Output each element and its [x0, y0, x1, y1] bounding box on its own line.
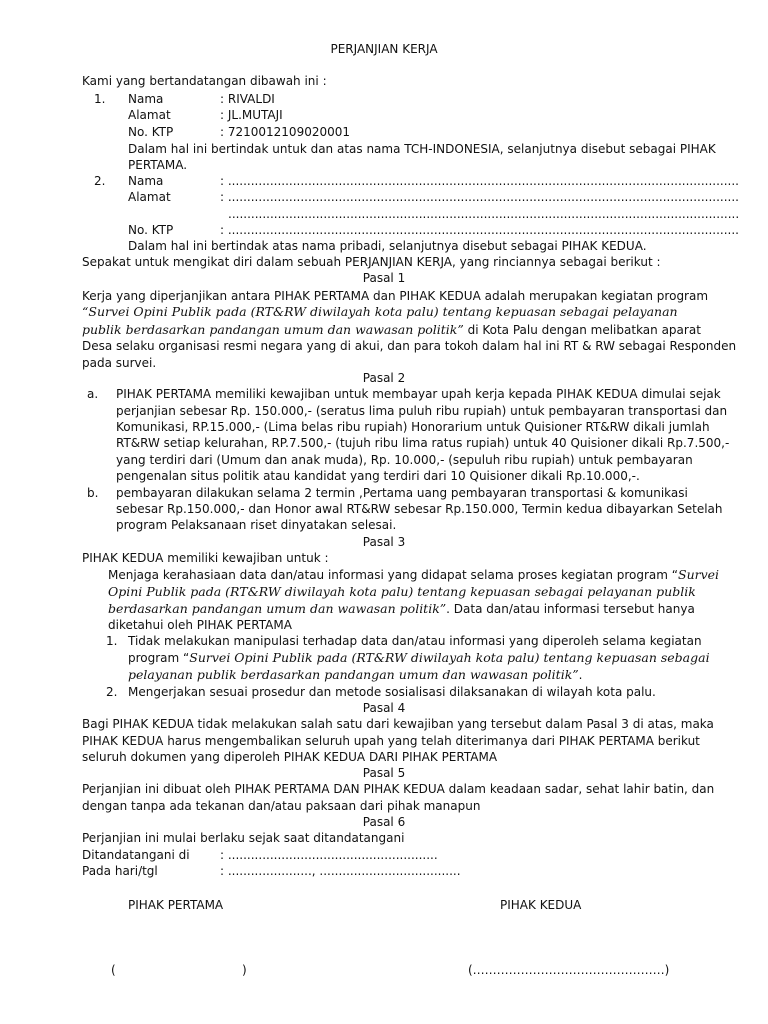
pasal-6-heading: Pasal 6: [362, 815, 406, 829]
pasal-4-line: Bagi PIHAK KEDUA tidak melakukan salah satu dari kewajiban yang tersebut dalam Pasal 3 di atas, maka: [82, 717, 714, 731]
pasal-3-italic-text: berdasarkan pandangan umum dan wawasan politik”: [108, 601, 447, 616]
pasal-5-heading: Pasal 5: [362, 766, 406, 780]
signing-date-label: Pada hari/tgl: [82, 864, 158, 878]
party-one-name-value: : RIVALDI: [220, 92, 275, 106]
party-one-ktp-value: : 7210012109020001: [220, 125, 351, 139]
party-one-name-label: Nama: [128, 92, 164, 106]
pasal-2-item-b-line: pembayaran dilakukan selama 2 termin ,Pertama uang pembayaran transportasi & komunikasi: [116, 486, 688, 500]
intro-text: Kami yang bertandatangan dibawah ini :: [82, 74, 327, 88]
party-one-ktp-label: No. KTP: [128, 125, 174, 139]
party-one-signature-open: (: [111, 963, 116, 977]
party-two-address-value-line2: ......................................................................................................................................: [228, 207, 740, 221]
pasal-2-item-a-line: RT&RW setiap kelurahan, RP.7.500,- (tujuh ribu lima ratus rupiah) untuk 40 Quisioner dikali Rp.7.500,-: [116, 436, 730, 450]
agreement-intro: Sepakat untuk mengikat diri dalam sebuah PERJANJIAN KERJA, yang rinciannya sebagai berikut :: [82, 255, 661, 269]
pasal-3-paragraph-line: [108, 567, 719, 583]
pasal-3-paragraph-line: Opini Publik pada (RT&RW diwilayah kota palu) tentang kepuasan sebagai pelayanan publik: [108, 584, 696, 599]
pasal-3-plain-text: .: [578, 668, 583, 682]
pasal-3-italic-text: Survei Opini Publik pada (RT&RW diwilayah kota palu) tentang kepuasan sebagai: [189, 650, 710, 665]
party-two-name-value: : ......................................................................................................................................: [220, 174, 739, 188]
party-one-signature-label: PIHAK PERTAMA: [128, 898, 224, 912]
pasal-1-line: Desa selaku organisasi resmi negara yang di akui, dan para tokoh dalam hal ini RT & RW sebagai Responden: [82, 339, 737, 353]
pasal-1-line: [82, 322, 701, 338]
pasal-3-item-1-number: 1.: [106, 634, 118, 648]
pasal-3-item-1-line: [128, 667, 583, 683]
party-one-address-value: : JL.MUTAJI: [220, 108, 283, 122]
pasal-1-heading: Pasal 1: [362, 271, 406, 285]
pasal-2-item-a-marker: a.: [87, 387, 99, 401]
pasal-3-item-1-line: Tidak melakukan manipulasi terhadap data dan/atau informasi yang diperoleh selama kegiatan: [128, 634, 702, 648]
party-one-number: 1.: [94, 92, 106, 106]
pasal-3-plain-text: . Data dan/atau informasi tersebut hanya: [446, 602, 695, 616]
party-one-description-cont: PERTAMA.: [128, 158, 188, 172]
pasal-1-line: pada survei.: [82, 356, 157, 370]
pasal-3-plain-text: program “: [128, 651, 190, 665]
pasal-2-item-b-line: sebesar Rp.150.000,- dan Honor awal RT&RW sebesar Rp.150.000, Termin kedua dibayarkan Setelah: [116, 502, 723, 516]
party-two-name-label: Nama: [128, 174, 164, 188]
signed-at-value: : .......................................................: [220, 848, 438, 862]
pasal-3-paragraph-line: diketahui oleh PIHAK PERTAMA: [108, 618, 292, 632]
pasal-3-intro: PIHAK KEDUA memiliki kewajiban untuk :: [82, 551, 329, 565]
party-one-description: Dalam hal ini bertindak untuk dan atas nama TCH-INDONESIA, selanjutnya disebut sebagai PIHAK: [128, 142, 716, 156]
party-two-signature-label: PIHAK KEDUA: [500, 898, 582, 912]
pasal-1-italic-text: publik berdasarkan pandangan umum dan wawasan politik”: [82, 322, 464, 337]
pasal-2-item-b-line: program Pelaksanaan riset dinyatakan selesai.: [116, 518, 397, 532]
pasal-1-line: “Survei Opini Publik pada (RT&RW diwilayah kota palu) tentang kepuasan sebagai pelayanan: [82, 304, 678, 319]
pasal-4-line: PIHAK KEDUA harus mengembalikan seluruh upah yang telah diterimanya dari PIHAK PERTAMA berikut: [82, 734, 700, 748]
party-two-number: 2.: [94, 174, 106, 188]
pasal-6-line: Perjanjian ini mulai berlaku sejak saat ditandatangani: [82, 831, 405, 845]
party-one-signature-close: ): [242, 963, 247, 977]
pasal-2-item-a-line: perjanjian sebesar Rp. 150.000,- (seratus lima puluh ribu rupiah) untuk pembayaran transportasi dan: [116, 404, 728, 418]
pasal-3-paragraph-line: [108, 601, 695, 617]
pasal-2-item-a-line: Komunikasi, RP.15.000,- (Lima belas ribu rupiah) Honorarium untuk Quisioner RT&RW dikali jumlah: [116, 420, 710, 434]
pasal-5-line: Perjanjian ini dibuat oleh PIHAK PERTAMA DAN PIHAK KEDUA dalam keadaan sadar, sehat lahir batin, dan: [82, 782, 715, 796]
party-two-signature-name: (…………………………………………): [468, 963, 670, 977]
pasal-1-plain-text: di Kota Palu dengan melibatkan aparat: [463, 323, 701, 337]
party-two-ktp-label: No. KTP: [128, 223, 174, 237]
signing-date-value: : ......................, .....................................: [220, 864, 461, 878]
party-two-ktp-value: : ......................................................................................................................................: [220, 223, 739, 237]
pasal-1-line: Kerja yang diperjanjikan antara PIHAK PERTAMA dan PIHAK KEDUA adalah merupakan kegiatan program: [82, 289, 709, 303]
pasal-2-item-a-line: pengenalan situs politik atau kandidat yang terdiri dari 10 Quisioner dikali Rp.10.000,-.: [116, 469, 640, 483]
party-two-description: Dalam hal ini bertindak atas nama pribadi, selanjutnya disebut sebagai PIHAK KEDUA.: [128, 239, 647, 253]
party-two-address-label: Alamat: [128, 190, 171, 204]
pasal-5-line: dengan tanpa ada tekanan dan/atau paksaan dari pihak manapun: [82, 799, 481, 813]
pasal-3-item-1-line: [128, 650, 710, 666]
pasal-2-item-b-marker: b.: [87, 486, 99, 500]
pasal-4-heading: Pasal 4: [362, 701, 406, 715]
pasal-4-line: seluruh dokumen yang diperoleh PIHAK KEDUA DARI PIHAK PERTAMA: [82, 750, 498, 764]
pasal-3-italic-text: Survei: [678, 567, 720, 582]
pasal-2-item-a-line: yang terdiri dari (Umum dan anak muda), Rp. 10.000,- (sepuluh ribu rupiah) untuk pembayaran: [116, 453, 693, 467]
pasal-2-item-a-line: PIHAK PERTAMA memiliki kewajiban untuk membayar upah kerja kepada PIHAK KEDUA dimulai sejak: [116, 387, 721, 401]
pasal-3-heading: Pasal 3: [362, 535, 406, 549]
document-title: PERJANJIAN KERJA: [330, 42, 438, 56]
party-two-address-value: : ......................................................................................................................................: [220, 190, 739, 204]
pasal-3-italic-text: pelayanan publik berdasarkan pandangan umum dan wawasan politik”: [128, 667, 579, 682]
pasal-2-heading: Pasal 2: [362, 371, 406, 385]
pasal-3-plain-text: Menjaga kerahasiaan data dan/atau informasi yang didapat selama proses kegiatan program “: [108, 568, 678, 582]
party-one-address-label: Alamat: [128, 108, 171, 122]
pasal-3-item-2-number: 2.: [106, 685, 118, 699]
pasal-3-item-2-line: Mengerjakan sesuai prosedur dan metode sosialisasi dilaksanakan di wilayah kota palu.: [128, 685, 656, 699]
signed-at-label: Ditandatangani di: [82, 848, 190, 862]
